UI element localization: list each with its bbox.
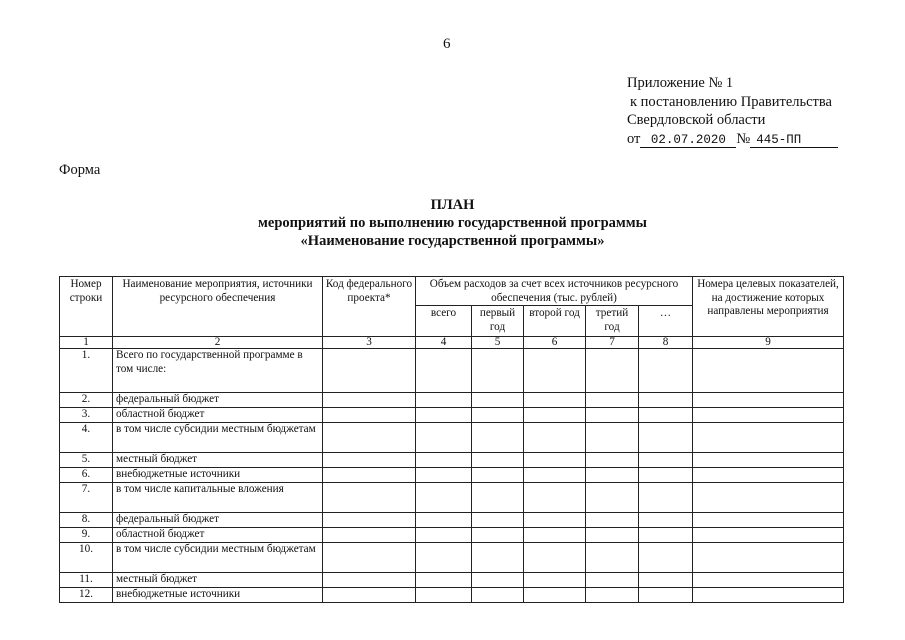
empty-cell xyxy=(416,573,472,588)
empty-cell xyxy=(693,423,844,453)
empty-cell xyxy=(639,588,693,603)
empty-cell xyxy=(639,423,693,453)
header-name: Наименование мероприятия, источники ресурсного обеспечения xyxy=(113,277,323,337)
empty-cell xyxy=(586,543,639,573)
row-name-cell: Всего по государственной программе в том числе: xyxy=(113,349,323,393)
empty-cell xyxy=(693,588,844,603)
header-targets: Номера целевых показателей, на достижение которых направлены мероприятия xyxy=(693,277,844,337)
empty-cell xyxy=(524,408,586,423)
empty-cell xyxy=(586,408,639,423)
empty-cell xyxy=(524,393,586,408)
empty-cell xyxy=(416,349,472,393)
empty-cell xyxy=(639,513,693,528)
title-plan: ПЛАН xyxy=(430,197,475,213)
empty-cell xyxy=(524,453,586,468)
empty-cell xyxy=(524,483,586,513)
empty-cell xyxy=(323,393,416,408)
header-second-year: второй год xyxy=(524,306,586,337)
header-row-number: Номер строки xyxy=(60,277,113,337)
empty-cell xyxy=(416,528,472,543)
empty-cell xyxy=(323,468,416,483)
empty-cell xyxy=(524,528,586,543)
column-number-row xyxy=(60,337,844,349)
title-program-name: «Наименование государственной программы» xyxy=(300,233,605,249)
header-code: Код федерального проекта* xyxy=(323,277,416,337)
table-row xyxy=(60,408,844,423)
column-number: 3 xyxy=(323,337,416,349)
empty-cell xyxy=(472,468,524,483)
document-title xyxy=(0,196,905,250)
empty-cell xyxy=(586,573,639,588)
empty-cell xyxy=(524,349,586,393)
empty-cell xyxy=(323,588,416,603)
row-number-cell: 10. xyxy=(60,543,113,573)
empty-cell xyxy=(524,543,586,573)
empty-cell xyxy=(693,393,844,408)
empty-cell xyxy=(586,588,639,603)
row-name-cell: местный бюджет xyxy=(113,573,323,588)
empty-cell xyxy=(586,513,639,528)
header-ellipsis: … xyxy=(639,306,693,337)
empty-cell xyxy=(323,349,416,393)
row-name-cell: федеральный бюджет xyxy=(113,513,323,528)
row-name-cell: в том числе субсидии местным бюджетам xyxy=(113,543,323,573)
empty-cell xyxy=(586,468,639,483)
empty-cell xyxy=(524,468,586,483)
empty-cell xyxy=(323,528,416,543)
table-row xyxy=(60,423,844,453)
empty-cell xyxy=(472,543,524,573)
header-total: всего xyxy=(416,306,472,337)
row-name-cell: в том числе субсидии местным бюджетам xyxy=(113,423,323,453)
column-number: 1 xyxy=(60,337,113,349)
row-number-cell: 12. xyxy=(60,588,113,603)
empty-cell xyxy=(586,528,639,543)
row-number-cell: 9. xyxy=(60,528,113,543)
row-number-cell: 1. xyxy=(60,349,113,393)
header-expenses-group: Объем расходов за счет всех источников ресурсного обеспечения (тыс. рублей) xyxy=(416,277,693,306)
empty-cell xyxy=(693,543,844,573)
empty-cell xyxy=(323,483,416,513)
empty-cell xyxy=(472,393,524,408)
column-number: 4 xyxy=(416,337,472,349)
empty-cell xyxy=(639,349,693,393)
date-prefix: от xyxy=(627,130,641,147)
empty-cell xyxy=(586,423,639,453)
table-row xyxy=(60,543,844,573)
empty-cell xyxy=(693,349,844,393)
empty-cell xyxy=(524,423,586,453)
row-name-cell: внебюджетные источники xyxy=(113,588,323,603)
table-row xyxy=(60,468,844,483)
form-label: Форма xyxy=(59,162,101,178)
row-number-cell: 11. xyxy=(60,573,113,588)
empty-cell xyxy=(586,349,639,393)
empty-cell xyxy=(639,543,693,573)
empty-cell xyxy=(323,423,416,453)
row-name-cell: федеральный бюджет xyxy=(113,393,323,408)
empty-cell xyxy=(472,453,524,468)
row-number-cell: 3. xyxy=(60,408,113,423)
empty-cell xyxy=(639,573,693,588)
row-name-cell: областной бюджет xyxy=(113,528,323,543)
row-number-cell: 2. xyxy=(60,393,113,408)
empty-cell xyxy=(693,528,844,543)
row-name-cell: в том числе капитальные вложения xyxy=(113,483,323,513)
table-row xyxy=(60,453,844,468)
empty-cell xyxy=(323,453,416,468)
empty-cell xyxy=(323,573,416,588)
empty-cell xyxy=(639,408,693,423)
decree-date: 02.07.2020 xyxy=(640,133,736,148)
title-subtitle: мероприятий по выполнению государственной программы xyxy=(258,215,647,231)
table-row xyxy=(60,349,844,393)
empty-cell xyxy=(323,543,416,573)
row-number-cell: 7. xyxy=(60,483,113,513)
column-number: 7 xyxy=(586,337,639,349)
row-name-cell: внебюджетные источники xyxy=(113,468,323,483)
empty-cell xyxy=(416,588,472,603)
header-row-1 xyxy=(60,277,844,306)
column-number: 9 xyxy=(693,337,844,349)
empty-cell xyxy=(472,349,524,393)
row-number-cell: 8. xyxy=(60,513,113,528)
empty-cell xyxy=(472,513,524,528)
table-row xyxy=(60,528,844,543)
empty-cell xyxy=(639,393,693,408)
empty-cell xyxy=(639,528,693,543)
empty-cell xyxy=(472,423,524,453)
row-number-cell: 4. xyxy=(60,423,113,453)
row-number-cell: 5. xyxy=(60,453,113,468)
empty-cell xyxy=(639,453,693,468)
column-number: 6 xyxy=(524,337,586,349)
empty-cell xyxy=(416,483,472,513)
appendix-date-line xyxy=(627,130,838,149)
table-row xyxy=(60,588,844,603)
empty-cell xyxy=(416,468,472,483)
empty-cell xyxy=(586,393,639,408)
appendix-block xyxy=(627,74,838,148)
empty-cell xyxy=(416,513,472,528)
plan-table xyxy=(59,276,844,603)
empty-cell xyxy=(472,588,524,603)
empty-cell xyxy=(416,543,472,573)
table-row xyxy=(60,393,844,408)
header-first-year: первый год xyxy=(472,306,524,337)
empty-cell xyxy=(693,408,844,423)
empty-cell xyxy=(524,513,586,528)
row-name-cell: областной бюджет xyxy=(113,408,323,423)
empty-cell xyxy=(416,408,472,423)
empty-cell xyxy=(323,513,416,528)
empty-cell xyxy=(693,453,844,468)
row-number-cell: 6. xyxy=(60,468,113,483)
decree-number: 445-ПП xyxy=(750,133,838,148)
empty-cell xyxy=(639,468,693,483)
empty-cell xyxy=(639,483,693,513)
empty-cell xyxy=(693,468,844,483)
empty-cell xyxy=(472,483,524,513)
column-number: 8 xyxy=(639,337,693,349)
empty-cell xyxy=(693,483,844,513)
number-prefix: № xyxy=(736,130,751,147)
empty-cell xyxy=(524,588,586,603)
table-row xyxy=(60,513,844,528)
empty-cell xyxy=(693,513,844,528)
appendix-region: Свердловской области xyxy=(627,112,766,128)
empty-cell xyxy=(472,528,524,543)
appendix-title: Приложение № 1 xyxy=(627,75,734,91)
empty-cell xyxy=(416,453,472,468)
column-number: 2 xyxy=(113,337,323,349)
empty-cell xyxy=(416,423,472,453)
table-row xyxy=(60,483,844,513)
empty-cell xyxy=(693,573,844,588)
page-number: 6 xyxy=(443,36,451,52)
empty-cell xyxy=(323,408,416,423)
row-name-cell: местный бюджет xyxy=(113,453,323,468)
column-number: 5 xyxy=(472,337,524,349)
empty-cell xyxy=(472,573,524,588)
empty-cell xyxy=(472,408,524,423)
empty-cell xyxy=(524,573,586,588)
header-third-year: третий год xyxy=(586,306,639,337)
appendix-decree: к постановлению Правительства xyxy=(630,93,832,110)
empty-cell xyxy=(416,393,472,408)
empty-cell xyxy=(586,453,639,468)
table-row xyxy=(60,573,844,588)
empty-cell xyxy=(586,483,639,513)
